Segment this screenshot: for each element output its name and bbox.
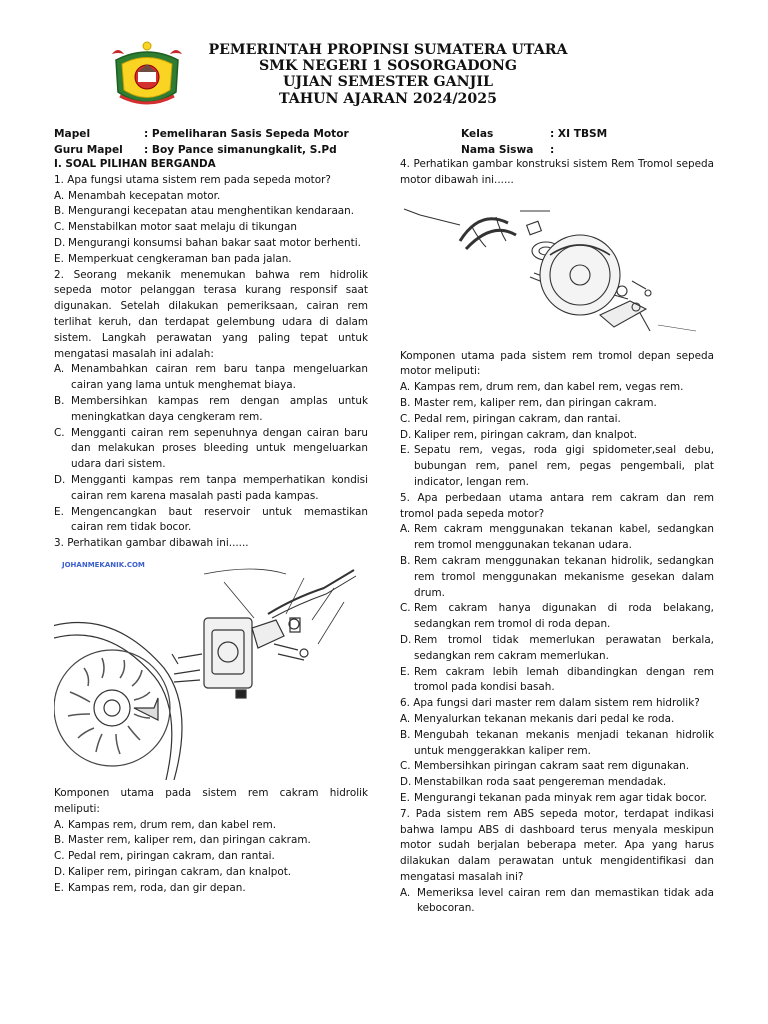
header-line-4: TAHUN AJARAN 2024/2025 xyxy=(278,90,498,107)
option-text: Kaliper rem, piringan cakram, dan knalpot. xyxy=(68,865,292,878)
option-e[interactable] xyxy=(400,443,714,490)
option-c[interactable] xyxy=(400,412,714,428)
option-text: Rem tromol tidak memerlukan perawatan berkala, sedangkan rem cakram memerlukan. xyxy=(414,633,714,662)
option-e[interactable] xyxy=(400,665,714,697)
option-label: E. xyxy=(54,252,64,265)
mapel-value: : Pemeliharan Sasis Sepeda Motor xyxy=(144,128,349,140)
option-label: C. xyxy=(54,221,65,234)
option-label: B. xyxy=(400,728,411,741)
left-column xyxy=(54,157,368,897)
option-text: Mengganti kampas rem tanpa memperhatikan kondisi cairan rem karena masalah pasti pada kampas. xyxy=(71,473,368,502)
option-a[interactable] xyxy=(54,362,368,394)
option-text: Menstabilkan motor saat melaju di tikungan xyxy=(68,221,297,234)
drum-brake-drawing xyxy=(400,195,714,343)
question-text: 6. Apa fungsi dari master rem dalam sistem rem hidrolik? xyxy=(400,697,700,710)
option-text: Master rem, kaliper rem, dan piringan cakram. xyxy=(414,396,657,409)
option-text: Membersihkan piringan cakram saat rem digunakan. xyxy=(414,760,690,773)
option-a[interactable] xyxy=(400,522,714,554)
question-stem: Komponen utama pada sistem rem cakram hidrolik meliputi: xyxy=(54,786,368,815)
disc-brake-drawing xyxy=(54,558,368,780)
question-text: 7. Pada sistem rem ABS sepeda motor, terdapat indikasi bahwa lampu ABS di dashboard terus menyala meskipun motor sudah berjalan beberapa meter. Apa yang harus dilakukan dalam perawatan untuk mengidentifikasi dan mengatasi masalah ini? xyxy=(400,807,714,883)
nama-value: : xyxy=(550,144,555,156)
option-b[interactable] xyxy=(400,728,714,760)
option-a[interactable] xyxy=(54,818,368,834)
header-line-3: UJIAN SEMESTER GANJIL xyxy=(283,74,493,91)
option-b[interactable] xyxy=(400,396,714,412)
right-column xyxy=(400,157,714,917)
option-label: C. xyxy=(54,426,65,439)
question-5 xyxy=(400,491,714,696)
option-text: Membersihkan kampas rem dengan amplas untuk meningkatkan daya cengkeram rem. xyxy=(71,394,368,423)
option-label: D. xyxy=(54,865,66,878)
option-d[interactable] xyxy=(54,865,368,881)
option-text: Master rem, kaliper rem, dan piringan cakram. xyxy=(68,834,311,847)
government-emblem-icon xyxy=(108,40,186,112)
option-text: Rem cakram hanya digunakan di roda belakang, sedangkan rem tromol di roda depan. xyxy=(414,602,714,631)
question-7 xyxy=(400,807,714,918)
option-text: Memeriksa level cairan rem dan memastikan tidak ada kebocoran. xyxy=(417,886,714,915)
option-d[interactable] xyxy=(400,428,714,444)
section-title: I. SOAL PILIHAN BERGANDA xyxy=(54,158,216,170)
option-b[interactable] xyxy=(54,394,368,426)
option-label: D. xyxy=(54,473,66,486)
option-b[interactable] xyxy=(54,204,368,220)
option-label: A. xyxy=(400,886,411,899)
option-text: Kampas rem, roda, dan gir depan. xyxy=(68,881,246,894)
letterhead xyxy=(108,40,668,112)
option-label: D. xyxy=(400,776,412,789)
option-text: Mengencangkan baut reservoir untuk memastikan cairan rem tidak bocor. xyxy=(71,505,368,534)
option-c[interactable] xyxy=(400,759,714,775)
question-text: 2. Seorang mekanik menemukan bahwa rem hidrolik sepeda motor pelanggan terasa kurang responsif saat digunakan. Setelah dilakukan pemeriksaan, cairan rem terlihat keruh, dan terdapat gelembung udara di dalam sistem. Langkah perawatan yang paling tepat untuk mengatasi masalah ini adalah: xyxy=(54,268,368,360)
option-text: Sepatu rem, vegas, roda gigi spidometer,seal debu, bubungan rem, panel rem, pegas pengembali, plat indicator, lengan rem. xyxy=(414,444,714,488)
option-text: Mengurangi kecepatan atau menghentikan kendaraan. xyxy=(68,205,355,218)
option-label: E. xyxy=(54,505,64,518)
option-label: B. xyxy=(400,554,411,567)
option-text: Pedal rem, piringan cakram, dan rantai. xyxy=(414,412,621,425)
question-4 xyxy=(400,157,714,491)
figure-watermark: JOHANMEKANIK.COM xyxy=(62,560,145,569)
disc-brake-figure xyxy=(54,558,368,780)
option-label: E. xyxy=(400,444,410,457)
option-e[interactable] xyxy=(54,505,368,537)
option-d[interactable] xyxy=(54,236,368,252)
option-text: Mengubah tekanan mekanis menjadi tekanan hidrolik untuk menggerakkan kaliper rem. xyxy=(414,728,714,757)
option-a[interactable] xyxy=(400,886,714,918)
option-e[interactable] xyxy=(54,252,368,268)
option-label: C. xyxy=(54,850,65,863)
option-text: Menyalurkan tekanan mekanis dari pedal ke roda. xyxy=(414,712,675,725)
option-label: D. xyxy=(54,236,66,249)
option-text: Mengurangi konsumsi bahan bakar saat motor berhenti. xyxy=(68,236,361,249)
option-d[interactable] xyxy=(400,775,714,791)
option-label: C. xyxy=(400,412,411,425)
guru-value: : Boy Pance simanungkalit, S.Pd xyxy=(144,144,337,156)
option-b[interactable] xyxy=(54,833,368,849)
question-stem: Komponen utama pada sistem rem tromol depan sepeda motor meliputi: xyxy=(400,349,714,378)
option-label: A. xyxy=(54,363,65,376)
option-text: Memperkuat cengkeraman ban pada jalan. xyxy=(68,252,292,265)
option-text: Menstabilkan roda saat pengereman mendadak. xyxy=(414,776,667,789)
option-label: A. xyxy=(54,189,65,202)
option-text: Pedal rem, piringan cakram, dan rantai. xyxy=(68,850,275,863)
option-text: Menambah kecepatan motor. xyxy=(68,189,221,202)
option-a[interactable] xyxy=(400,712,714,728)
option-text: Rem cakram menggunakan tekanan hidrolik, sedangkan rem tromol menggunakan mekanisme gesekan dalam drum. xyxy=(414,554,714,599)
option-d[interactable] xyxy=(54,473,368,505)
question-text: 1. Apa fungsi utama sistem rem pada sepeda motor? xyxy=(54,173,331,186)
option-label: E. xyxy=(54,881,64,894)
option-label: D. xyxy=(400,428,412,441)
option-label: C. xyxy=(400,602,411,615)
question-6 xyxy=(400,696,714,807)
option-label: B. xyxy=(54,394,65,407)
option-label: E. xyxy=(400,791,410,804)
letterhead-title xyxy=(188,42,588,107)
option-c[interactable] xyxy=(54,220,368,236)
option-text: Rem cakram menggunakan tekanan kabel, sedangkan rem tromol menggunakan tekanan udara. xyxy=(414,523,714,552)
nama-label: Nama Siswa xyxy=(461,144,534,156)
option-c[interactable] xyxy=(54,426,368,473)
option-label: A. xyxy=(54,818,65,831)
option-label: E. xyxy=(400,665,410,678)
option-label: A. xyxy=(400,712,411,725)
mapel-label: Mapel xyxy=(54,128,91,140)
option-e[interactable] xyxy=(400,791,714,807)
drum-brake-figure xyxy=(400,195,714,343)
kelas-label: Kelas xyxy=(461,128,494,140)
option-a[interactable] xyxy=(54,189,368,205)
question-3 xyxy=(54,536,368,896)
option-c[interactable] xyxy=(400,601,714,633)
option-text: Menambahkan cairan rem baru tanpa mengeluarkan cairan yang lama untuk menghemat biaya. xyxy=(71,363,368,392)
option-b[interactable] xyxy=(400,554,714,601)
option-e[interactable] xyxy=(54,881,368,897)
option-c[interactable] xyxy=(54,849,368,865)
option-label: A. xyxy=(400,381,411,394)
header-line-1: PEMERINTAH PROPINSI SUMATERA UTARA xyxy=(208,42,568,58)
option-label: C. xyxy=(400,760,411,773)
option-a[interactable] xyxy=(400,380,714,396)
option-label: B. xyxy=(54,205,65,218)
option-text: Mengganti cairan rem sepenuhnya dengan cairan baru dan melakukan proses bleeding untuk mengeluarkan udara dari sistem. xyxy=(71,426,368,471)
option-text: Kampas rem, drum rem, dan kabel rem. xyxy=(68,818,277,831)
question-text: 5. Apa perbedaan utama antara rem cakram dan rem tromol pada sepeda motor? xyxy=(400,491,714,520)
header-line-2: SMK NEGERI 1 SOSORGADONG xyxy=(259,58,517,75)
option-text: Mengurangi tekanan pada minyak rem agar tidak bocor. xyxy=(414,791,707,804)
option-d[interactable] xyxy=(400,633,714,665)
kelas-value: : XI TBSM xyxy=(550,128,608,140)
option-label: B. xyxy=(400,396,411,409)
option-text: Kampas rem, drum rem, dan kabel rem, vegas rem. xyxy=(414,381,684,394)
option-label: A. xyxy=(400,523,411,536)
option-text: Kaliper rem, piringan cakram, dan knalpot. xyxy=(414,428,638,441)
question-1 xyxy=(54,173,368,268)
question-text: 3. Perhatikan gambar dibawah ini...... xyxy=(54,537,249,550)
question-2 xyxy=(54,268,368,537)
question-text: 4. Perhatikan gambar konstruksi sistem Rem Tromol sepeda motor dibawah ini...... xyxy=(400,158,714,186)
guru-label: Guru Mapel xyxy=(54,144,123,156)
option-text: Rem cakram lebih lemah dibandingkan dengan rem tromol pada kondisi basah. xyxy=(414,665,714,694)
option-label: D. xyxy=(400,633,412,646)
option-label: B. xyxy=(54,834,65,847)
